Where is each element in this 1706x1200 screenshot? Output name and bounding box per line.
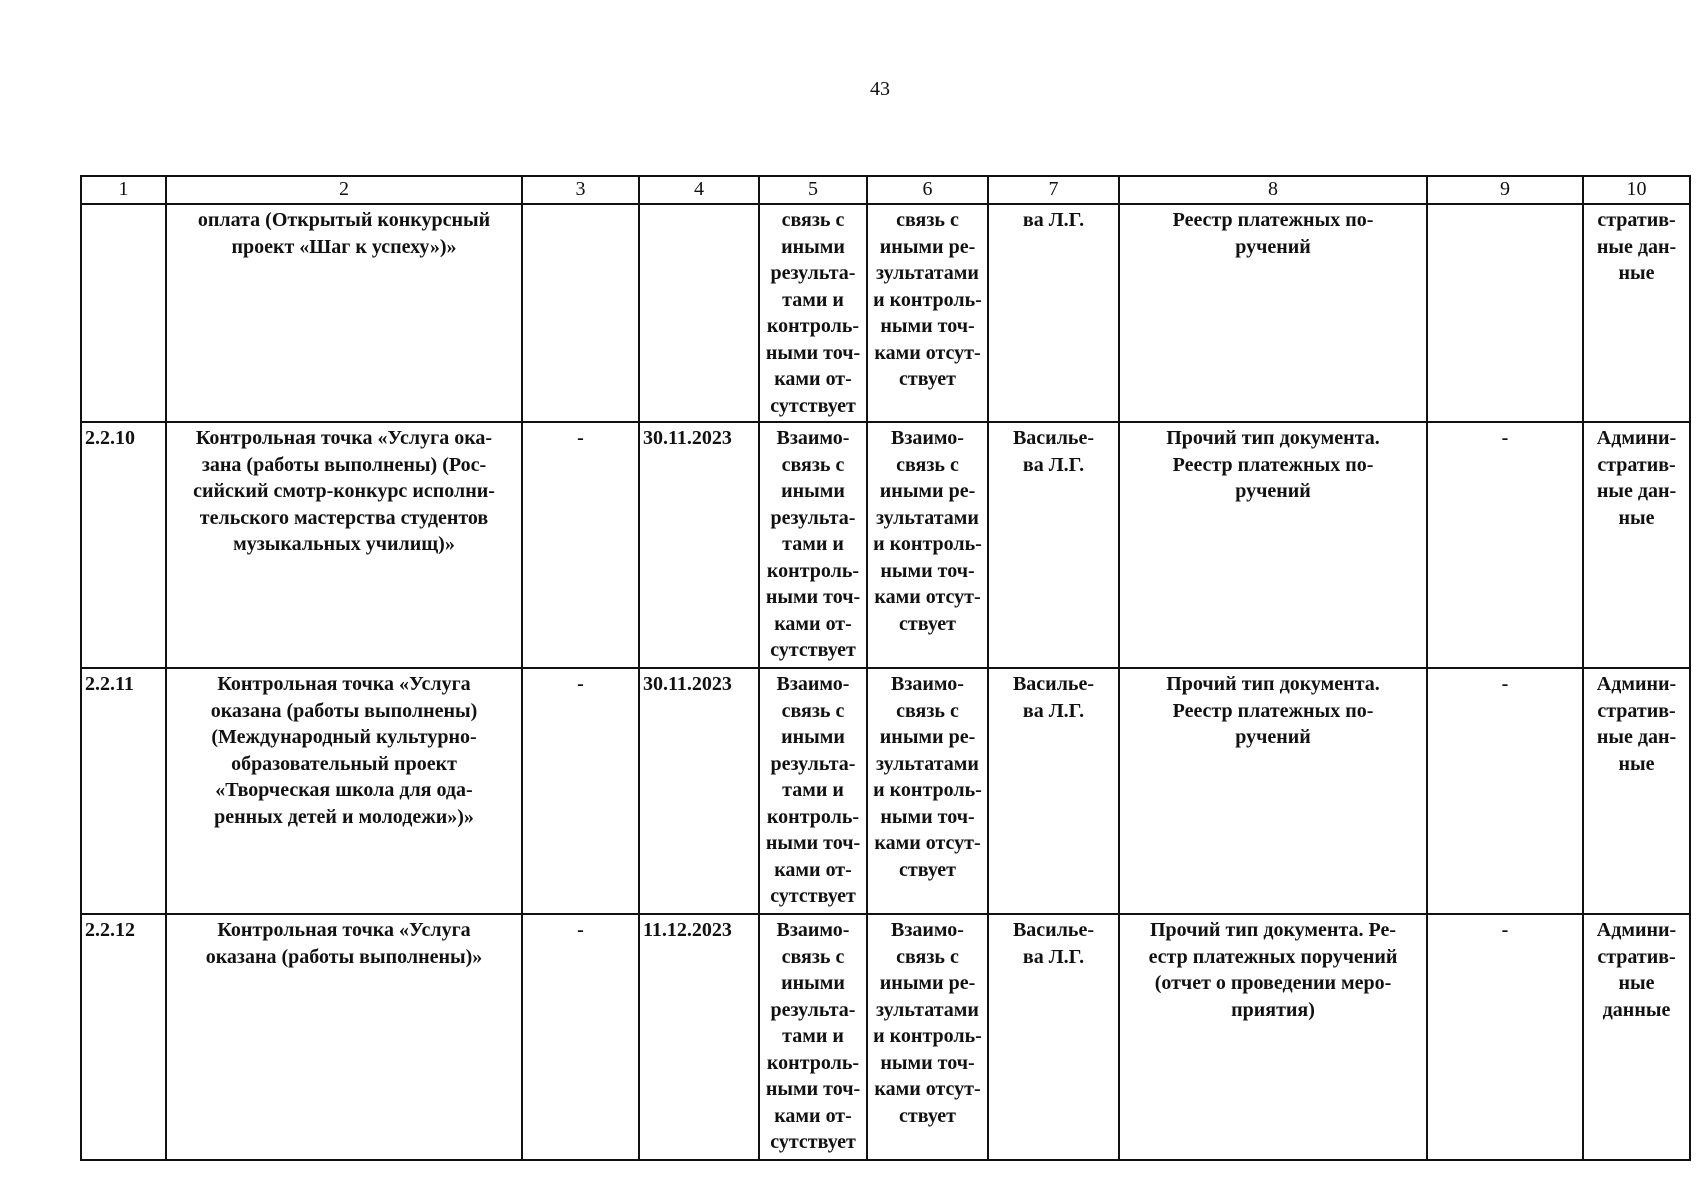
column-header-7: 7 xyxy=(988,176,1119,204)
cell-col3: - xyxy=(522,422,639,668)
table-row xyxy=(81,204,1690,422)
page-number: 43 xyxy=(870,78,890,100)
header-row xyxy=(81,176,1690,204)
cell-date: 30.11.2023 xyxy=(639,422,759,668)
document-table xyxy=(80,175,1691,1161)
table-row xyxy=(81,422,1690,668)
cell-col6: связь с иными ре- зультатами и контроль- ными точ- ками отсут- ствует xyxy=(867,204,988,422)
cell-col6: Взаимо- связь с иными ре- зультатами и контроль- ными точ- ками отсут- ствует xyxy=(867,914,988,1160)
column-header-6: 6 xyxy=(867,176,988,204)
cell-col5: связь с иными результа- тами и контроль- ными точ- ками от- сутствует xyxy=(759,204,867,422)
cell-date: 30.11.2023 xyxy=(639,668,759,914)
cell-document-type: Прочий тип документа. Реестр платежных по- ручений xyxy=(1119,422,1427,668)
cell-document-type: Прочий тип документа. Ре- естр платежных поручений (отчет о проведении меро- приятия) xyxy=(1119,914,1427,1160)
cell-number: 2.2.10 xyxy=(81,422,166,668)
cell-responsible: Василье- ва Л.Г. xyxy=(988,422,1119,668)
cell-col5: Взаимо- связь с иными результа- тами и контроль- ными точ- ками от- сутствует xyxy=(759,668,867,914)
cell-document-type: Прочий тип документа. Реестр платежных по- ручений xyxy=(1119,668,1427,914)
column-header-4: 4 xyxy=(639,176,759,204)
column-header-5: 5 xyxy=(759,176,867,204)
cell-name: Контрольная точка «Услуга оказана (работы выполнены)» xyxy=(166,914,522,1160)
cell-name: оплата (Открытый конкурсный проект «Шаг к успеху»)» xyxy=(166,204,522,422)
cell-date: 11.12.2023 xyxy=(639,914,759,1160)
table-row xyxy=(81,668,1690,914)
cell-date xyxy=(639,204,759,422)
column-header-3: 3 xyxy=(522,176,639,204)
table-row xyxy=(81,914,1690,1160)
cell-info-system: стратив- ные дан- ные xyxy=(1583,204,1690,422)
cell-name: Контрольная точка «Услуга оказана (работы выполнены) (Международный культурно- образовательный проект «Творческая школа для ода- ренных детей и молодежи»)» xyxy=(166,668,522,914)
cell-col3: - xyxy=(522,668,639,914)
cell-col9: - xyxy=(1427,668,1583,914)
cell-col3 xyxy=(522,204,639,422)
cell-col6: Взаимо- связь с иными ре- зультатами и контроль- ными точ- ками отсут- ствует xyxy=(867,668,988,914)
column-header-2: 2 xyxy=(166,176,522,204)
cell-number: 2.2.11 xyxy=(81,668,166,914)
cell-col9: - xyxy=(1427,422,1583,668)
column-header-8: 8 xyxy=(1119,176,1427,204)
cell-col6: Взаимо- связь с иными ре- зультатами и контроль- ными точ- ками отсут- ствует xyxy=(867,422,988,668)
column-header-1: 1 xyxy=(81,176,166,204)
cell-number xyxy=(81,204,166,422)
cell-responsible: ва Л.Г. xyxy=(988,204,1119,422)
cell-info-system: Админи- стратив- ные дан- ные xyxy=(1583,668,1690,914)
cell-number: 2.2.12 xyxy=(81,914,166,1160)
cell-col9 xyxy=(1427,204,1583,422)
cell-responsible: Василье- ва Л.Г. xyxy=(988,914,1119,1160)
column-header-10: 10 xyxy=(1583,176,1690,204)
cell-col9: - xyxy=(1427,914,1583,1160)
cell-info-system: Админи- стратив- ные дан- ные xyxy=(1583,422,1690,668)
cell-col5: Взаимо- связь с иными результа- тами и контроль- ными точ- ками от- сутствует xyxy=(759,914,867,1160)
cell-col5: Взаимо- связь с иными результа- тами и контроль- ными точ- ками от- сутствует xyxy=(759,422,867,668)
cell-info-system: Админи- стратив- ные данные xyxy=(1583,914,1690,1160)
column-header-9: 9 xyxy=(1427,176,1583,204)
cell-responsible: Василье- ва Л.Г. xyxy=(988,668,1119,914)
cell-col3: - xyxy=(522,914,639,1160)
cell-document-type: Реестр платежных по- ручений xyxy=(1119,204,1427,422)
cell-name: Контрольная точка «Услуга ока- зана (работы выполнены) (Рос- сийский смотр-конкурс исполни- тельского мастерства студентов музыкальных училищ)» xyxy=(166,422,522,668)
